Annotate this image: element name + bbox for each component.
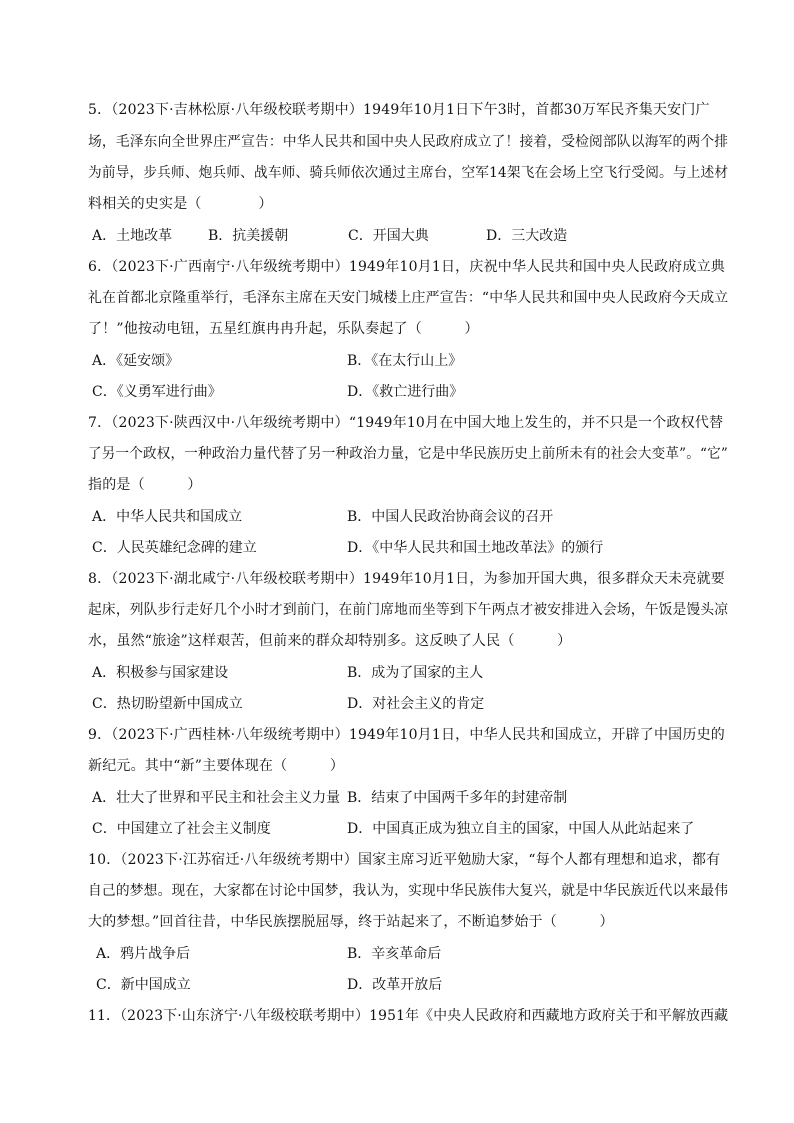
option-c[interactable]: C．开国大典 (348, 228, 429, 244)
option-b[interactable]: B．结束了中国两千多年的封建帝制 (347, 790, 568, 806)
question-text-line: 起床，列队步行走好几个小时才到前门，在前门席地而坐等到下午两点才被安排进入会场，午饭是馒头凉 (88, 602, 729, 618)
option-d[interactable]: D．《中华人民共和国土地改革法》的颁行 (347, 540, 604, 556)
option-c[interactable]: C．人民英雄纪念碑的建立 (92, 540, 257, 556)
question-text-line: 场，毛泽东向全世界庄严宣告：中华人民共和国中央人民政府成立了！接着，受检阅部队以海军的两个排 (88, 134, 729, 150)
option-a[interactable]: A．鸦片战争后 (96, 946, 191, 962)
option-b[interactable]: B．成为了国家的主人 (347, 665, 484, 681)
option-a[interactable]: A．积极参与国家建设 (92, 665, 229, 681)
option-d[interactable]: D．《救亡进行曲》 (347, 384, 464, 400)
question-text-line: 了！”他按动电钮，五星红旗冉冉升起，乐队奏起了（ ） (88, 321, 479, 337)
question-text-line: 料相关的史实是（ ） (88, 196, 273, 212)
option-c[interactable]: C．新中国成立 (96, 977, 191, 993)
option-d[interactable]: D．改革开放后 (347, 977, 443, 993)
question-text-line: 11．（2023下·山东济宁·八年级校联考期中）1951年《中央人民政府和西藏地方政府关于和平解放西藏 (88, 1008, 729, 1024)
question-text-line: 8．（2023下·湖北咸宁·八年级校联考期中）1949年10月1日，为参加开国大典，很多群众天未亮就要 (88, 571, 725, 587)
question-text-line: 7．（2023下·陕西汉中·八年级统考期中）“1949年10月在中国大地上发生的，并不只是一个政权代替 (88, 415, 724, 431)
option-c[interactable]: C．《义勇军进行曲》 (92, 384, 222, 400)
question-text-line: 9．（2023下·广西桂林·八年级统考期中）1949年10月1日，中华人民共和国成立，开辟了中国历史的 (88, 727, 725, 743)
option-a[interactable]: A．壮大了世界和平民主和社会主义力量 (92, 790, 341, 806)
option-c[interactable]: C．中国建立了社会主义制度 (92, 821, 271, 837)
option-a[interactable]: A．土地改革 (92, 228, 173, 244)
question-text-line: 6．（2023下·广西南宁·八年级统考期中）1949年10月1日，庆祝中华人民共和国中央人民政府成立典 (88, 259, 725, 275)
question-text-line: 10．（2023下·江苏宿迁·八年级统考期中）国家主席习近平勉励大家，“每个人都有理想和追求，都有 (88, 852, 721, 868)
question-text-line: 指的是（ ） (88, 477, 202, 493)
question-text-line: 为前导，步兵师、炮兵师、战车师、骑兵师依次通过主席台，空军14架飞在会场上空飞行受阅。与上述材 (88, 165, 729, 181)
option-c[interactable]: C．热切盼望新中国成立 (92, 696, 243, 712)
option-a[interactable]: A．《延安颂》 (92, 353, 180, 369)
question-text-line: 了另一个政权，一种政治力量代替了另一种政治力量，它是中华民族历史上前所未有的社会大变革”。“它” (88, 446, 729, 462)
question-text-line: 水，虽然“旅途”这样艰苦，但前来的群众却特别多。这反映了人民（ ） (88, 633, 572, 649)
option-b[interactable]: B．辛亥革命后 (347, 946, 442, 962)
question-text-line: 新纪元。其中“新”主要体现在（ ） (88, 758, 345, 774)
question-text-line: 礼在首都北京隆重举行，毛泽东主席在天安门城楼上庄严宣告：“中华人民共和国中央人民政府今天成立 (88, 290, 729, 306)
question-text-line: 大的梦想。”回首往昔，中华民族摆脱屈辱，终于站起来了，不断追梦始于（ ） (88, 914, 614, 930)
option-b[interactable]: B．《在太行山上》 (347, 353, 463, 369)
option-a[interactable]: A．中华人民共和国成立 (92, 509, 243, 525)
option-b[interactable]: B．中国人民政治协商会议的召开 (347, 509, 554, 525)
option-b[interactable]: B．抗美援朝 (208, 228, 289, 244)
option-d[interactable]: D．三大改造 (486, 228, 568, 244)
option-d[interactable]: D．中国真正成为独立自主的国家，中国人从此站起来了 (347, 821, 695, 837)
question-text-line: 自己的梦想。现在，大家都在讨论中国梦，我认为，实现中华民族伟大复兴，就是中华民族近代以来最伟 (88, 883, 729, 899)
option-d[interactable]: D．对社会主义的肯定 (347, 696, 485, 712)
question-text-line: 5．（2023下·吉林松原·八年级校联考期中）1949年10月1日下午3时，首都30万军民齐集天安门广 (88, 102, 710, 118)
